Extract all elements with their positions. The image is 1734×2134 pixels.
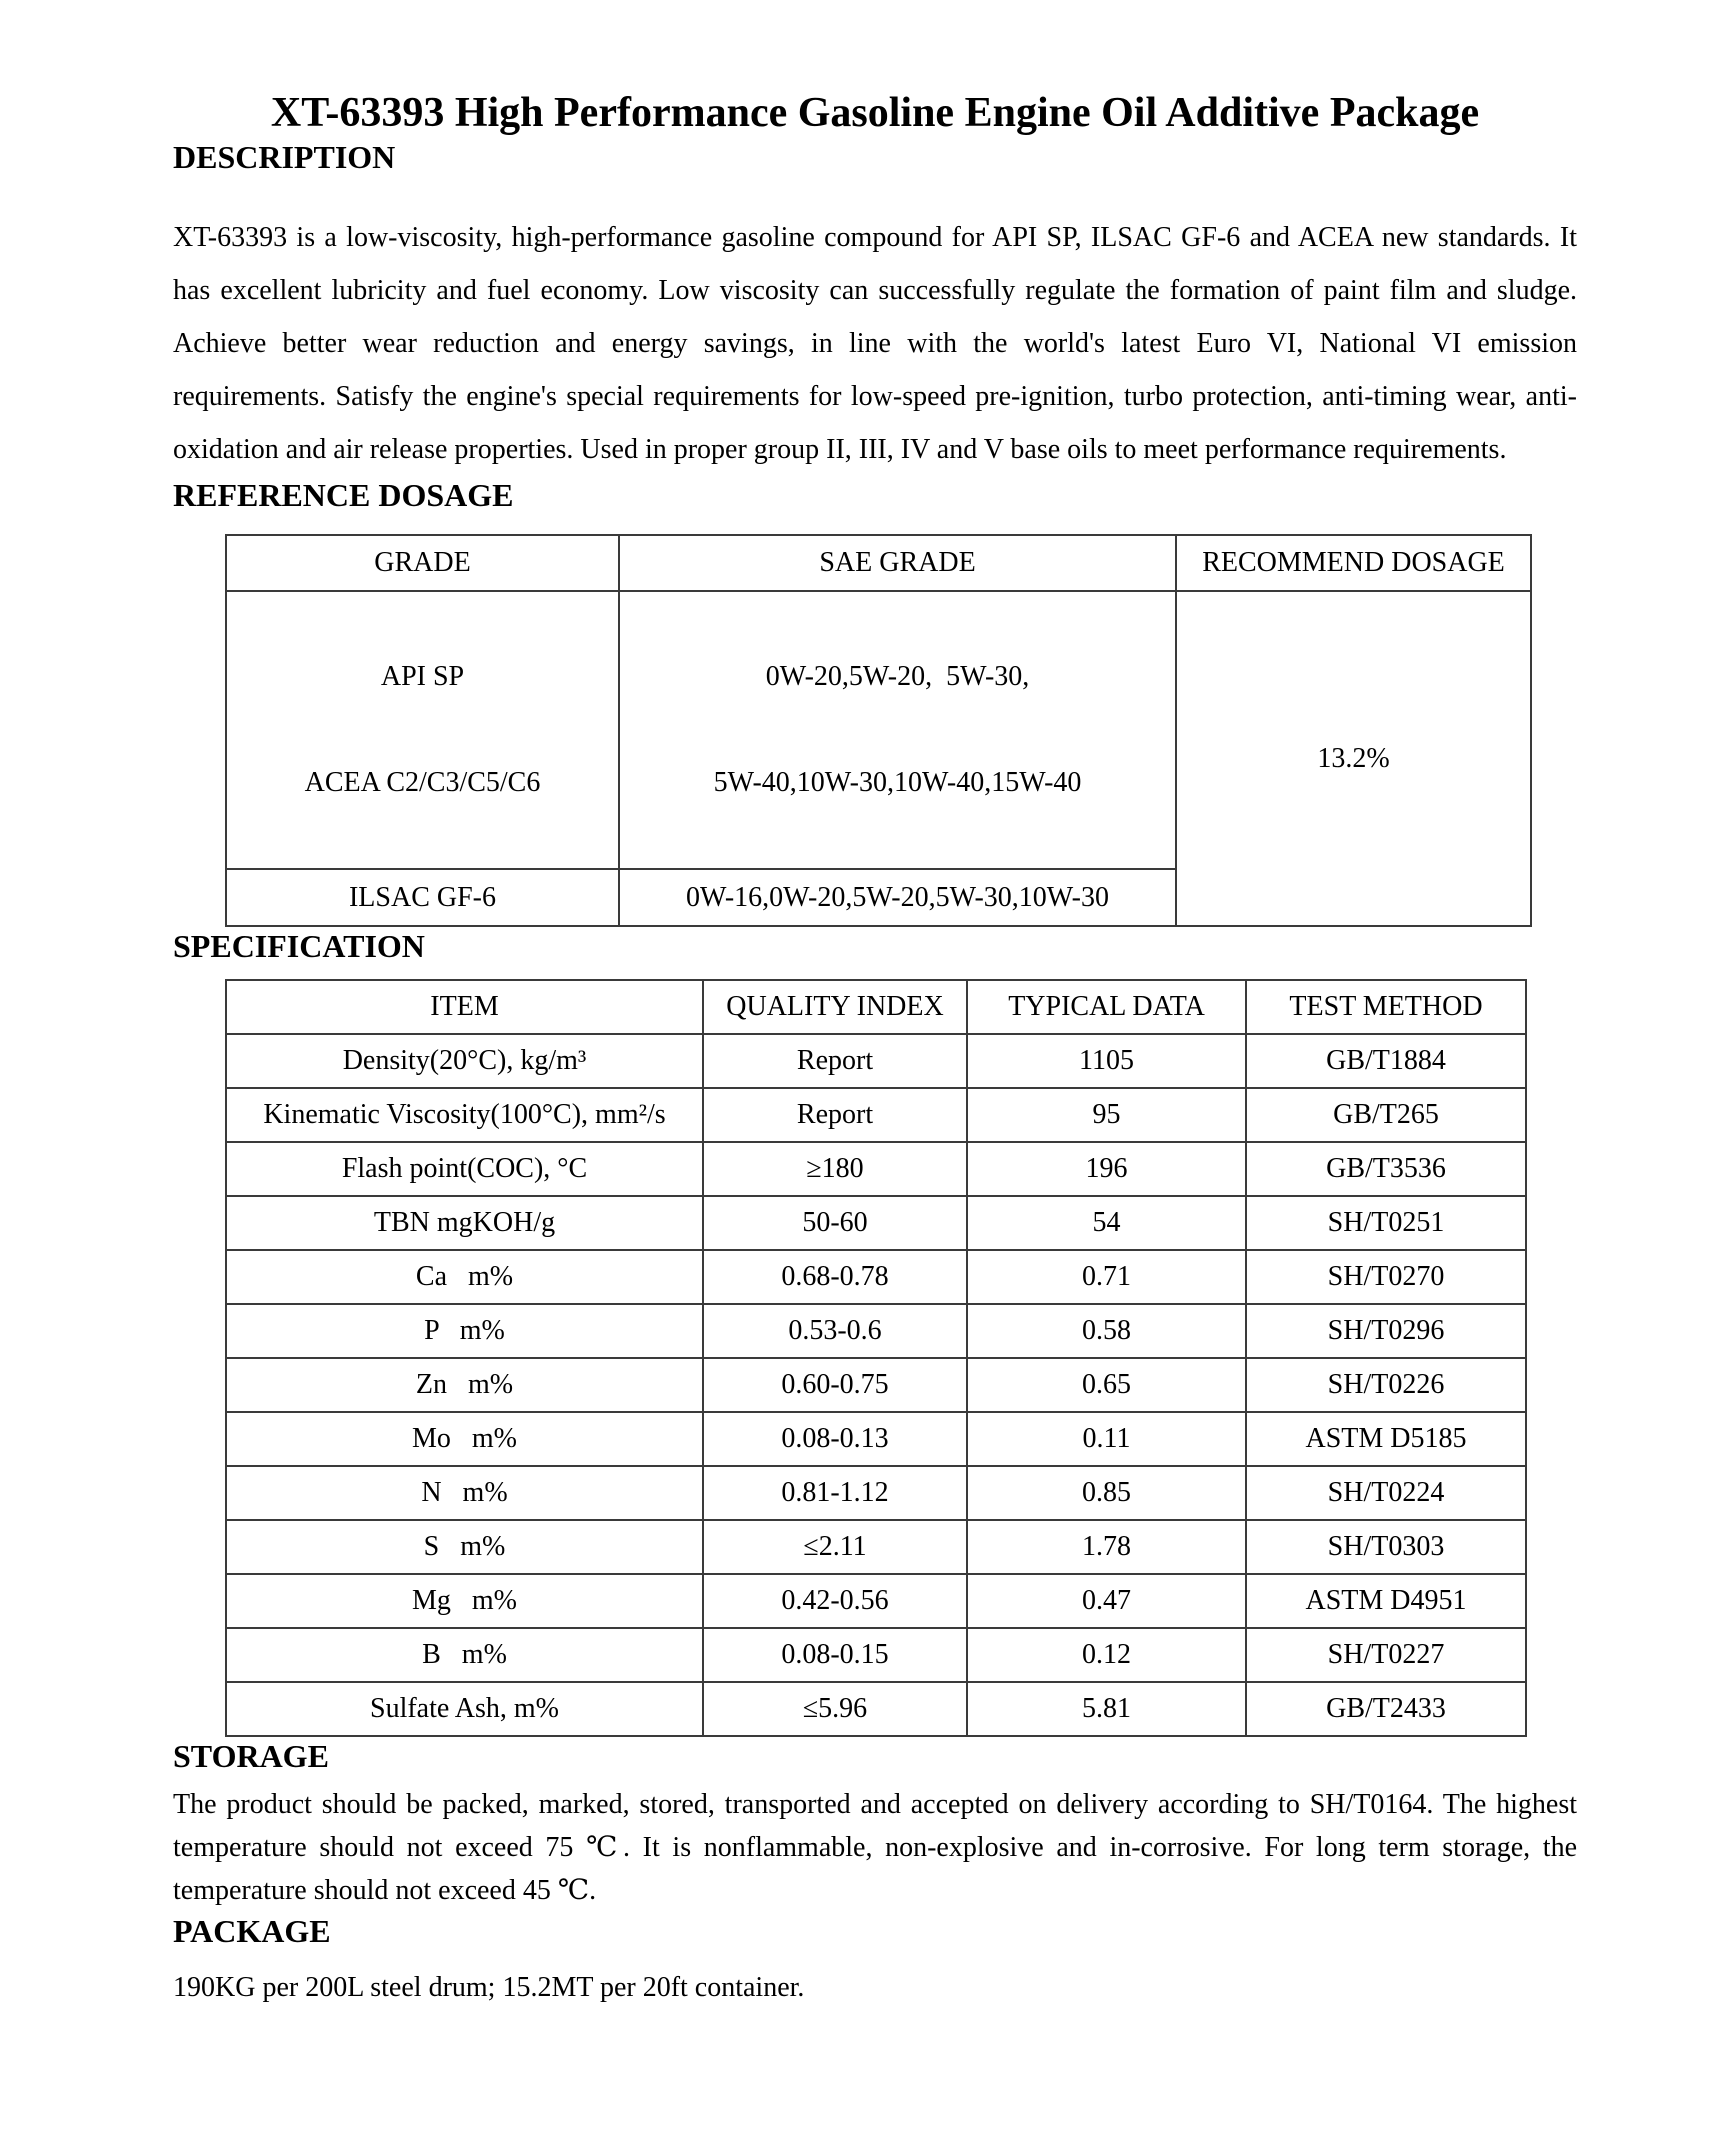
spec-cell-quality-index: 0.60-0.75: [703, 1358, 967, 1412]
spec-cell-test-method: ASTM D4951: [1246, 1574, 1526, 1628]
spec-cell-quality-index: 0.81-1.12: [703, 1466, 967, 1520]
spec-cell-typical-data: 0.12: [967, 1628, 1246, 1682]
spec-row: [226, 1520, 1526, 1574]
header-recommend-dosage: RECOMMEND DOSAGE: [1176, 535, 1531, 591]
spec-cell-item: TBN mgKOH/g: [226, 1196, 703, 1250]
description-paragraph: XT-63393 is a low-viscosity, high-performance gasoline compound for API SP, ILSAC GF-6 and ACEA new standards. It has excellent lubricity and fuel economy. Low viscosity can successfully regulate the formation of paint film and sludge. Achieve better wear reduction and energy savings, in line with the world's latest Euro VI, National VI emission requirements. Satisfy the engine's special requirements for low-speed pre-ignition, turbo protection, anti-timing wear, anti-oxidation and air release properties. Used in proper group II, III, IV and V base oils to meet performance requirements.: [173, 222, 1577, 465]
sae-grade-line: 5W-40,10W-30,10W-40,15W-40: [713, 767, 1082, 798]
spec-cell-item: Flash point(COC), °C: [226, 1142, 703, 1196]
grade-line: API SP: [380, 661, 465, 692]
spec-cell-test-method: SH/T0251: [1246, 1196, 1526, 1250]
spec-row: [226, 1466, 1526, 1520]
spec-cell-quality-index: 0.08-0.13: [703, 1412, 967, 1466]
document-title: XT-63393 High Performance Gasoline Engine Oil Additive Package: [270, 90, 1480, 136]
spec-cell-quality-index: 0.68-0.78: [703, 1250, 967, 1304]
spec-cell-test-method: SH/T0296: [1246, 1304, 1526, 1358]
spec-row: [226, 1412, 1526, 1466]
spec-row: [226, 1358, 1526, 1412]
spec-cell-quality-index: Report: [703, 1088, 967, 1142]
spec-cell-item: Ca m%: [226, 1250, 703, 1304]
header-test-method: TEST METHOD: [1246, 980, 1526, 1034]
spec-cell-test-method: ASTM D5185: [1246, 1412, 1526, 1466]
spec-cell-quality-index: 50-60: [703, 1196, 967, 1250]
spec-cell-typical-data: 0.58: [967, 1304, 1246, 1358]
spec-cell-quality-index: Report: [703, 1034, 967, 1088]
spec-row: [226, 1250, 1526, 1304]
spec-cell-test-method: GB/T265: [1246, 1088, 1526, 1142]
spec-cell-item: Mo m%: [226, 1412, 703, 1466]
spec-cell-quality-index: 0.08-0.15: [703, 1628, 967, 1682]
spec-row: [226, 1196, 1526, 1250]
spec-cell-item: S m%: [226, 1520, 703, 1574]
spec-cell-item: Sulfate Ash, m%: [226, 1682, 703, 1736]
spec-cell-typical-data: 0.85: [967, 1466, 1246, 1520]
section-heading-storage: STORAGE: [173, 1738, 329, 1774]
spec-cell-quality-index: ≤5.96: [703, 1682, 967, 1736]
spec-row: [226, 1034, 1526, 1088]
storage-paragraph: The product should be packed, marked, stored, transported and accepted on delivery according to SH/T0164. The highest temperature should not exceed 75 ℃. It is nonflammable, non-explosive and in-corrosive. For long term storage, the temperature should not exceed 45 ℃.: [173, 1789, 1577, 1906]
spec-cell-quality-index: ≥180: [703, 1142, 967, 1196]
spec-cell-typical-data: 54: [967, 1196, 1246, 1250]
section-heading-reference-dosage: REFERENCE DOSAGE: [173, 477, 514, 513]
spec-cell-typical-data: 196: [967, 1142, 1246, 1196]
header-quality-index: QUALITY INDEX: [703, 980, 967, 1034]
spec-cell-item: N m%: [226, 1466, 703, 1520]
spec-cell-quality-index: ≤2.11: [703, 1520, 967, 1574]
spec-cell-typical-data: 0.47: [967, 1574, 1246, 1628]
spec-cell-typical-data: 95: [967, 1088, 1246, 1142]
spec-row: [226, 1304, 1526, 1358]
spec-row: [226, 1142, 1526, 1196]
section-heading-description: DESCRIPTION: [173, 139, 396, 175]
spec-cell-item: Density(20°C), kg/m³: [226, 1034, 703, 1088]
spec-cell-typical-data: 0.11: [967, 1412, 1246, 1466]
spec-cell-quality-index: 0.53-0.6: [703, 1304, 967, 1358]
spec-cell-item: P m%: [226, 1304, 703, 1358]
spec-cell-item: Mg m%: [226, 1574, 703, 1628]
spec-row: [226, 1088, 1526, 1142]
reference-dosage-table: [225, 534, 1532, 927]
spec-cell-typical-data: 0.71: [967, 1250, 1246, 1304]
spec-cell-test-method: GB/T1884: [1246, 1034, 1526, 1088]
grade-cell: [226, 591, 619, 869]
header-item: ITEM: [226, 980, 703, 1034]
sae-grade-cell: 0W-16,0W-20,5W-20,5W-30,10W-30: [619, 869, 1176, 926]
spec-cell-item: Zn m%: [226, 1358, 703, 1412]
spec-cell-typical-data: 5.81: [967, 1682, 1246, 1736]
recommend-dosage-value: 13.2%: [1176, 591, 1531, 926]
header-grade: GRADE: [226, 535, 619, 591]
spec-row: [226, 1682, 1526, 1736]
spec-cell-test-method: SH/T0270: [1246, 1250, 1526, 1304]
spec-cell-test-method: SH/T0227: [1246, 1628, 1526, 1682]
spec-cell-test-method: GB/T3536: [1246, 1142, 1526, 1196]
spec-cell-typical-data: 1.78: [967, 1520, 1246, 1574]
spec-cell-item: Kinematic Viscosity(100°C), mm²/s: [226, 1088, 703, 1142]
spec-cell-test-method: SH/T0226: [1246, 1358, 1526, 1412]
spec-cell-test-method: SH/T0303: [1246, 1520, 1526, 1574]
reference-dosage-header-row: [226, 535, 1531, 591]
specification-table-body: [226, 1034, 1526, 1736]
reference-dosage-row: [226, 591, 1531, 869]
spec-row: [226, 1574, 1526, 1628]
section-heading-package: PACKAGE: [173, 1913, 331, 1949]
spec-cell-test-method: GB/T2433: [1246, 1682, 1526, 1736]
spec-cell-typical-data: 0.65: [967, 1358, 1246, 1412]
grade-cell: ILSAC GF-6: [226, 869, 619, 926]
sae-grade-line: 0W-20,5W-20, 5W-30,: [765, 661, 1030, 692]
header-sae-grade: SAE GRADE: [619, 535, 1176, 591]
grade-line: ACEA C2/C3/C5/C6: [304, 767, 541, 798]
spec-row: [226, 1628, 1526, 1682]
spec-cell-quality-index: 0.42-0.56: [703, 1574, 967, 1628]
header-typical-data: TYPICAL DATA: [967, 980, 1246, 1034]
spec-cell-test-method: SH/T0224: [1246, 1466, 1526, 1520]
spec-cell-item: B m%: [226, 1628, 703, 1682]
section-heading-specification: SPECIFICATION: [173, 928, 425, 964]
package-paragraph: 190KG per 200L steel drum; 15.2MT per 20ft container.: [173, 1972, 805, 2003]
sae-grade-cell: [619, 591, 1176, 869]
specification-table: [225, 979, 1527, 1737]
spec-cell-typical-data: 1105: [967, 1034, 1246, 1088]
specification-header-row: [226, 980, 1526, 1034]
